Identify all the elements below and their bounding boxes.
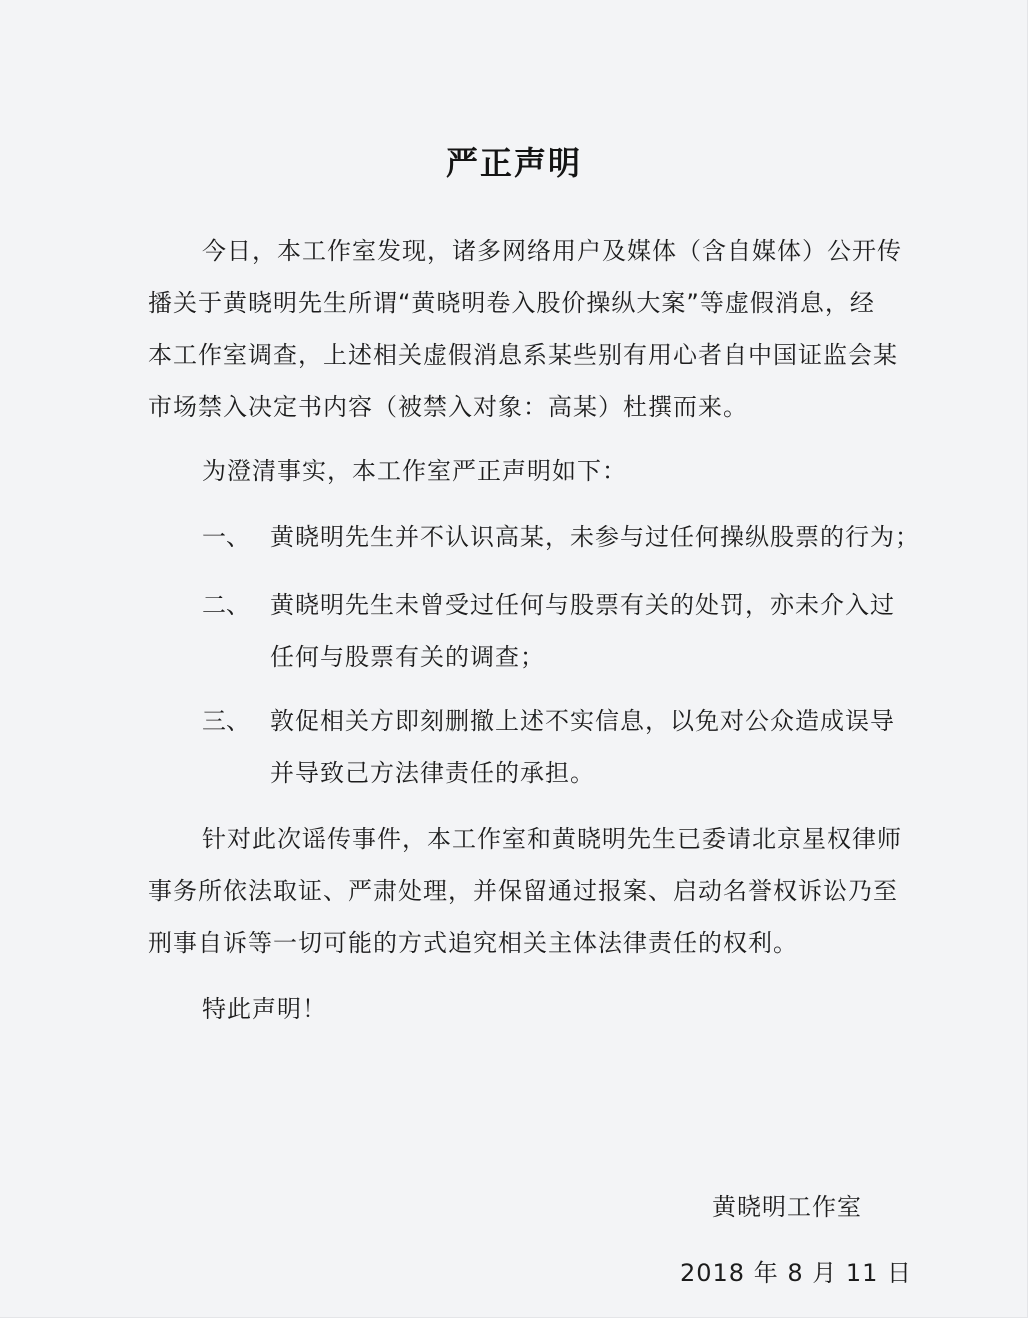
closing-statement: 特此声明！ (202, 995, 327, 1023)
item-number: 三、 (202, 707, 250, 735)
item-line: 黄晓明先生未曾受过任何与股票有关的处罚，亦未介入过 (270, 591, 895, 619)
paragraph-line: 事务所依法取证、严肃处理，并保留通过报案、启动名誉权诉讼乃至 (148, 877, 898, 905)
item-line: 并导致己方法律责任的承担。 (270, 759, 595, 787)
item-line: 任何与股票有关的调查； (270, 643, 545, 671)
paragraph-line: 针对此次谣传事件，本工作室和黄晓明先生已委请北京星权律师 (202, 825, 902, 853)
item-number: 一、 (202, 523, 250, 551)
document-title: 严正声明 (445, 144, 582, 182)
paragraph-line: 播关于黄晓明先生所谓“黄晓明卷入股价操纵大案”等虚假消息，经 (148, 289, 875, 317)
declaration-lead: 为澄清事实，本工作室严正声明如下： (202, 457, 627, 485)
signature: 黄晓明工作室 (712, 1193, 862, 1221)
item-line: 黄晓明先生并不认识高某，未参与过任何操纵股票的行为； (270, 523, 920, 551)
document-date: 2018 年 8 月 11 日 (680, 1259, 913, 1287)
paragraph-line: 本工作室调查，上述相关虚假消息系某些别有用心者自中国证监会某 (148, 341, 898, 369)
paragraph-line: 市场禁入决定书内容（被禁入对象：高某）杜撰而来。 (148, 393, 748, 421)
item-number: 二、 (202, 591, 250, 619)
paragraph-line: 刑事自诉等一切可能的方式追究相关主体法律责任的权利。 (148, 929, 798, 957)
paragraph-line: 今日，本工作室发现，诸多网络用户及媒体（含自媒体）公开传 (202, 237, 902, 265)
item-line: 敦促相关方即刻删撤上述不实信息，以免对公众造成误导 (270, 707, 895, 735)
